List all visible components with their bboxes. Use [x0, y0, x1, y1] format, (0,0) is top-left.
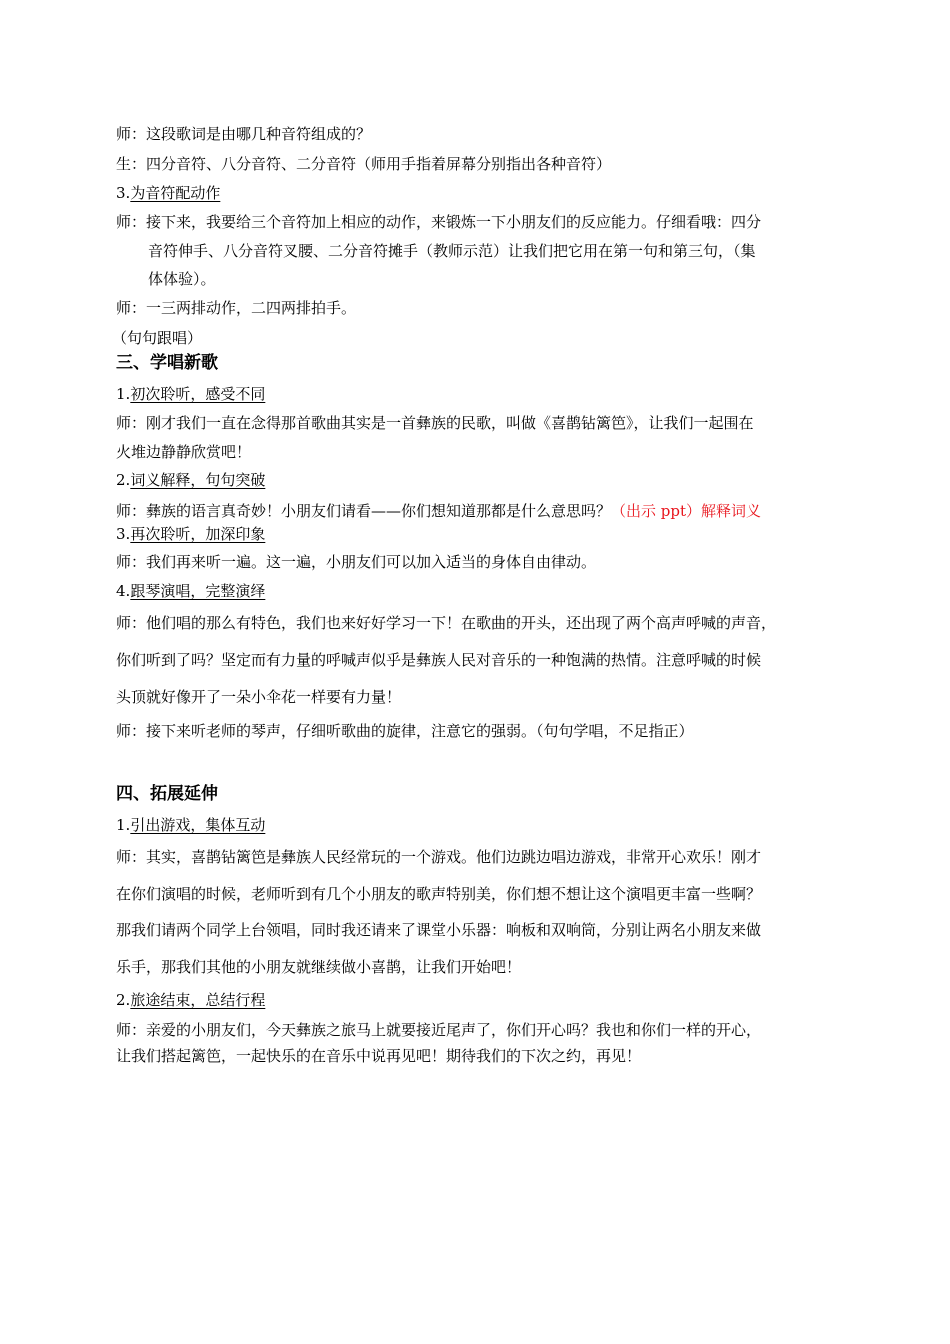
section-heading-4: 四、拓展延伸 [116, 784, 218, 804]
subsection-title: 词义解释，句句突破 [130, 471, 266, 489]
dialogue-line-continued: 头顶就好像开了一朵小伞花一样要有力量！ [116, 688, 402, 706]
subsection-3-heading [116, 183, 220, 203]
dialogue-line-continued: 火堆边静静欣赏吧！ [116, 443, 252, 461]
subsection-number: 3. [116, 525, 131, 543]
subsection-1-heading [116, 815, 265, 835]
dialogue-text: 师：彝族的语言真奇妙！小朋友们请看——你们想知道那都是什么意思吗？ [116, 502, 612, 520]
dialogue-line: 师：我们再来听一遍。这一遍，小朋友们可以加入适当的身体自由律动。 [116, 553, 597, 571]
subsection-3b-heading [116, 524, 265, 544]
dialogue-line: 师：他们唱的那么有特色，我们也来好好学习一下！在歌曲的开头，还出现了两个高声呼喊的声音， [116, 614, 777, 632]
stage-note: （句句跟唱） [112, 329, 203, 347]
dialogue-line: 师：接下来，我要给三个音符加上相应的动作，来锻炼一下小朋友们的反应能力。仔细看哦：四分 [116, 213, 762, 231]
subsection-2-heading [116, 990, 265, 1010]
subsection-number: 1. [116, 385, 131, 403]
subsection-number: 2. [116, 471, 131, 489]
subsection-title: 为音符配动作 [130, 184, 221, 202]
section-heading-3: 三、学唱新歌 [116, 353, 218, 373]
subsection-number: 3. [116, 184, 131, 202]
dialogue-line-continued: 在你们演唱的时候，老师听到有几个小朋友的歌声特别美，你们想不想让这个演唱更丰富一些啊？ [116, 885, 762, 903]
subsection-number: 1. [116, 816, 131, 834]
dialogue-line-continued: 那我们请两个同学上台领唱，同时我还请来了课堂小乐器：响板和双响筒，分别让两名小朋友来做 [116, 921, 762, 939]
dialogue-line [116, 501, 761, 521]
dialogue-line: 师：这段歌词是由哪几种音符组成的？ [116, 125, 372, 143]
subsection-title: 跟琴演唱，完整演绎 [130, 582, 266, 600]
dialogue-line-continued: 乐手，那我们其他的小朋友就继续做小喜鹊，让我们开始吧！ [116, 958, 522, 976]
dialogue-line-continued: 你们听到了吗？坚定而有力量的呼喊声似乎是彝族人民对音乐的一种饱满的热情。注意呼喊的时候 [116, 651, 762, 669]
subsection-title: 旅途结束，总结行程 [130, 991, 266, 1009]
dialogue-line: 师：刚才我们一直在念得那首歌曲其实是一首彝族的民歌，叫做《喜鹊钻篱笆》，让我们一起围在 [116, 414, 754, 432]
subsection-4-heading [116, 581, 265, 601]
dialogue-line: 生：四分音符、八分音符、二分音符（师用手指着屏幕分别指出各种音符） [116, 155, 612, 173]
subsection-number: 2. [116, 991, 131, 1009]
dialogue-line-continued: 音符伸手、八分音符叉腰、二分音符摊手（教师示范）让我们把它用在第一句和第三句，（集 [148, 242, 756, 260]
subsection-2-heading [116, 470, 265, 490]
dialogue-line: 师：一三两排动作，二四两排拍手。 [116, 299, 357, 317]
dialogue-line-continued: 让我们搭起篱笆，一起快乐的在音乐中说再见吧！期待我们的下次之约，再见！ [116, 1047, 642, 1065]
subsection-1-heading [116, 384, 265, 404]
subsection-title: 初次聆听，感受不同 [130, 385, 266, 403]
highlight-note: （出示 ppt）解释词义 [611, 502, 762, 520]
dialogue-line: 师：其实，喜鹊钻篱笆是彝族人民经常玩的一个游戏。他们边跳边唱边游戏，非常开心欢乐！刚才 [116, 848, 762, 866]
subsection-number: 4. [116, 582, 131, 600]
dialogue-line: 师：接下来听老师的琴声，仔细听歌曲的旋律，注意它的强弱。（句句学唱，不足指正） [116, 722, 694, 740]
dialogue-line-continued: 体体验）。 [148, 270, 216, 288]
subsection-title: 再次聆听，加深印象 [130, 525, 266, 543]
dialogue-line: 师：亲爱的小朋友们，今天彝族之旅马上就要接近尾声了，你们开心吗？我也和你们一样的开心， [116, 1021, 762, 1039]
subsection-title: 引出游戏，集体互动 [130, 816, 266, 834]
